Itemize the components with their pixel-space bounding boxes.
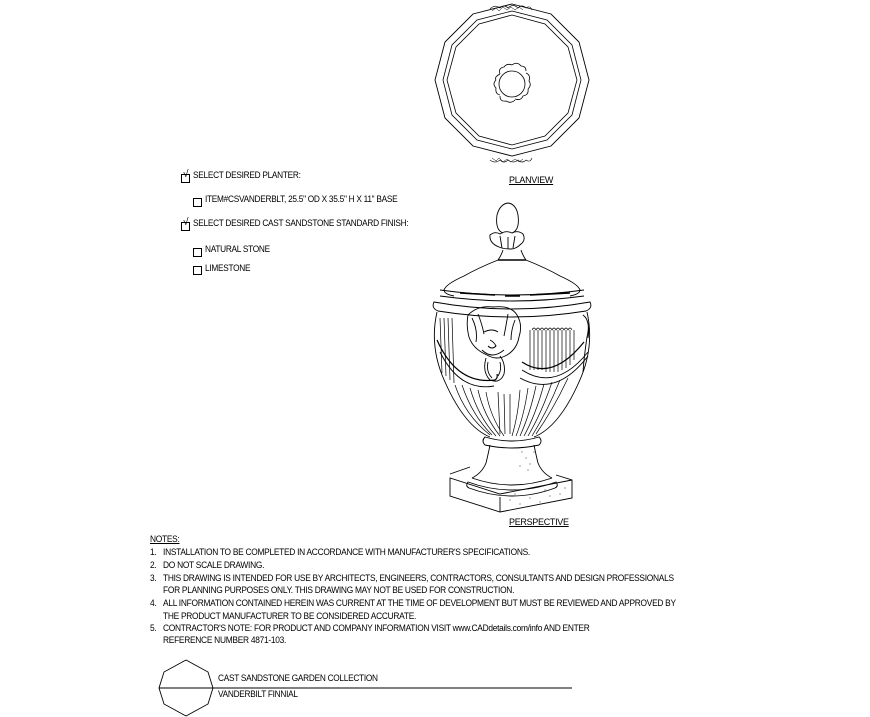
- item-csvanderblt-label: ITEM#CSVANDERBLT, 25.5" OD X 35.5" H X 11" BASE: [205, 194, 398, 204]
- check-icon: √: [183, 169, 189, 180]
- select-finish-label: SELECT DESIRED CAST SANDSTONE STANDARD FINISH:: [193, 218, 409, 228]
- perspective-label: PERSPECTIVE: [509, 517, 569, 527]
- check-icon: √: [183, 217, 189, 228]
- notes-section: NOTES: 1. INSTALLATION TO BE COMPLETED IN ACCORDANCE WITH MANUFACTURER'S SPECIFICATIONS. 2. DO NOT SCALE DRAWING. 3. THIS DRAWING IS INTENDED FOR USE BY ARCHITECTS, ENGINEERS, CONTRACTORS, CONSULTANTS AND DESIGN PROFESSIONALS FOR PLANNING PURPOSES ONLY. THIS DRAWING MAY NOT BE USED FOR CONSTRUCTION. 4. ALL INFORMATION CONTAINED HEREIN WAS CURRENT AT THE TIME OF DEVELOPMENT BUT MUST BE REVIEWED AND APPROVED BY THE PRODUCT MANUFACTURER TO BE CONSIDERED ACCURATE. 5. CONTRACTOR'S NOTE: FOR PRODUCT AND COMPANY INFORMATION VISIT www.CADdetails.com/info AND ENTER REFERENCE NUMBER 4871-103.: [150, 534, 676, 645]
- plan-view-label: PLANVIEW: [509, 175, 554, 185]
- limestone-label: LIMESTONE: [205, 263, 251, 273]
- select-planter-label: SELECT DESIRED PLANTER:: [193, 170, 301, 180]
- natural-stone-label: NATURAL STONE: [205, 244, 270, 254]
- product-title: VANDERBILT FINNIAL: [218, 689, 298, 699]
- notes-heading: NOTES:: [150, 534, 180, 544]
- collection-title: CAST SANDSTONE GARDEN COLLECTION: [218, 673, 378, 683]
